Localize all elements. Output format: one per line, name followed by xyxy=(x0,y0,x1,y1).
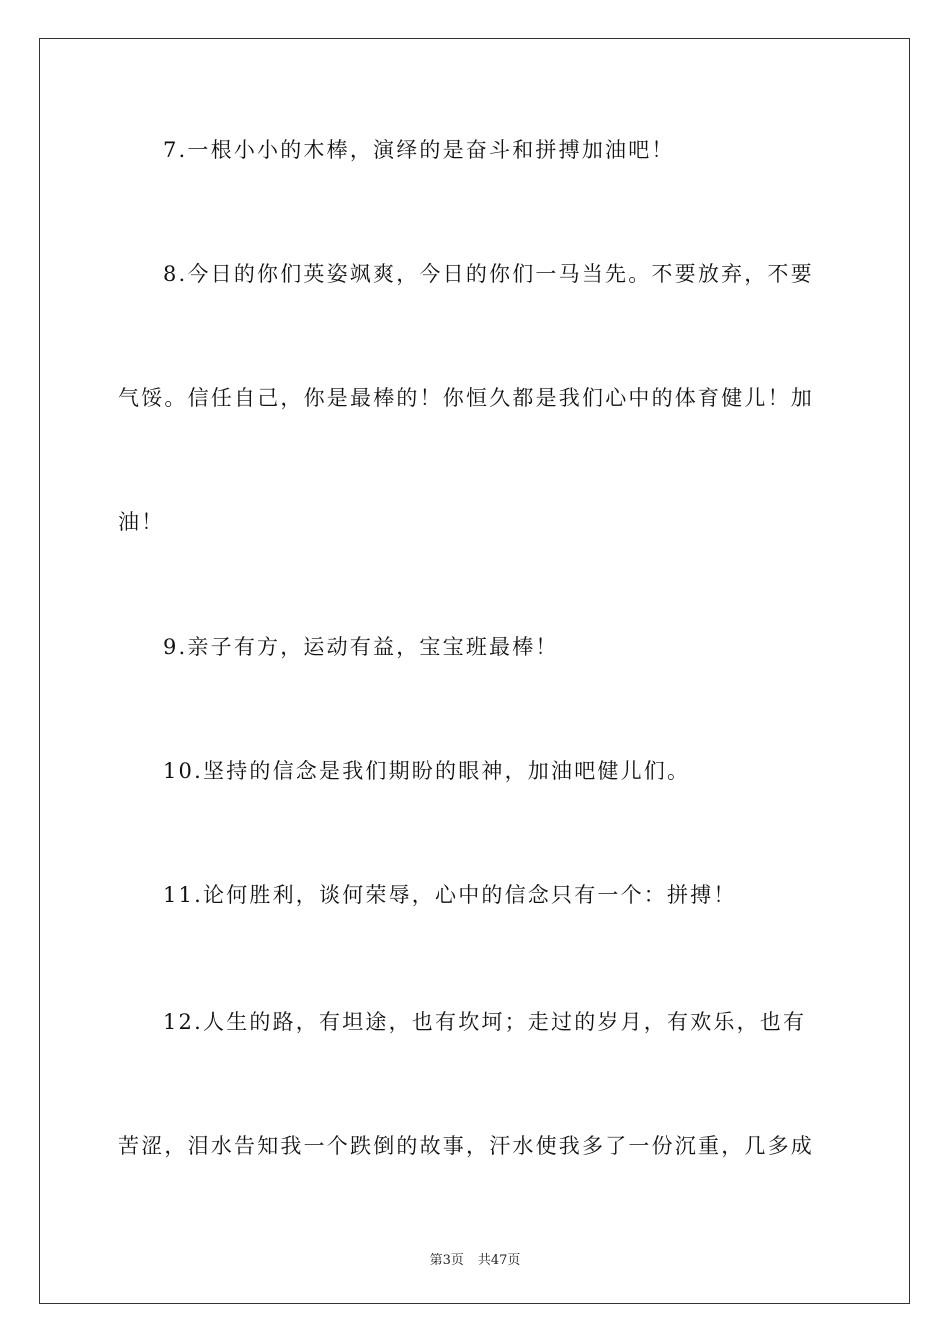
paragraph-7-line-1: 7.一根小小的木棒，演绎的是奋斗和拼搏加油吧！ xyxy=(163,138,675,162)
page-footer xyxy=(0,1249,950,1268)
paragraph-9-line-1: 9.亲子有方，运动有益，宝宝班最棒！ xyxy=(163,635,559,659)
paragraph-10-line-1: 10.坚持的信念是我们期盼的眼神，加油吧健儿们。 xyxy=(163,759,691,783)
paragraph-11-line-1: 11.论何胜利，谈何荣辱，心中的信念只有一个：拼搏！ xyxy=(163,883,737,907)
page-number: 第3页 xyxy=(429,1253,464,1268)
page-frame xyxy=(39,38,910,1304)
total-pages: 共47页 xyxy=(477,1253,521,1268)
paragraph-8-line-1: 8.今日的你们英姿飒爽，今日的你们一马当先。不要放弃，不要 xyxy=(163,262,814,286)
paragraph-8-line-2: 气馁。信任自己，你是最棒的！你恒久都是我们心中的体育健儿！加 xyxy=(118,386,814,410)
paragraph-8-line-3: 油！ xyxy=(118,510,165,534)
paragraph-12-line-1: 12.人生的路，有坦途，也有坎坷；走过的岁月，有欢乐，也有 xyxy=(163,1010,807,1034)
paragraph-12-line-2: 苦涩，泪水告知我一个跌倒的故事，汗水使我多了一份沉重，几多成 xyxy=(118,1134,814,1158)
